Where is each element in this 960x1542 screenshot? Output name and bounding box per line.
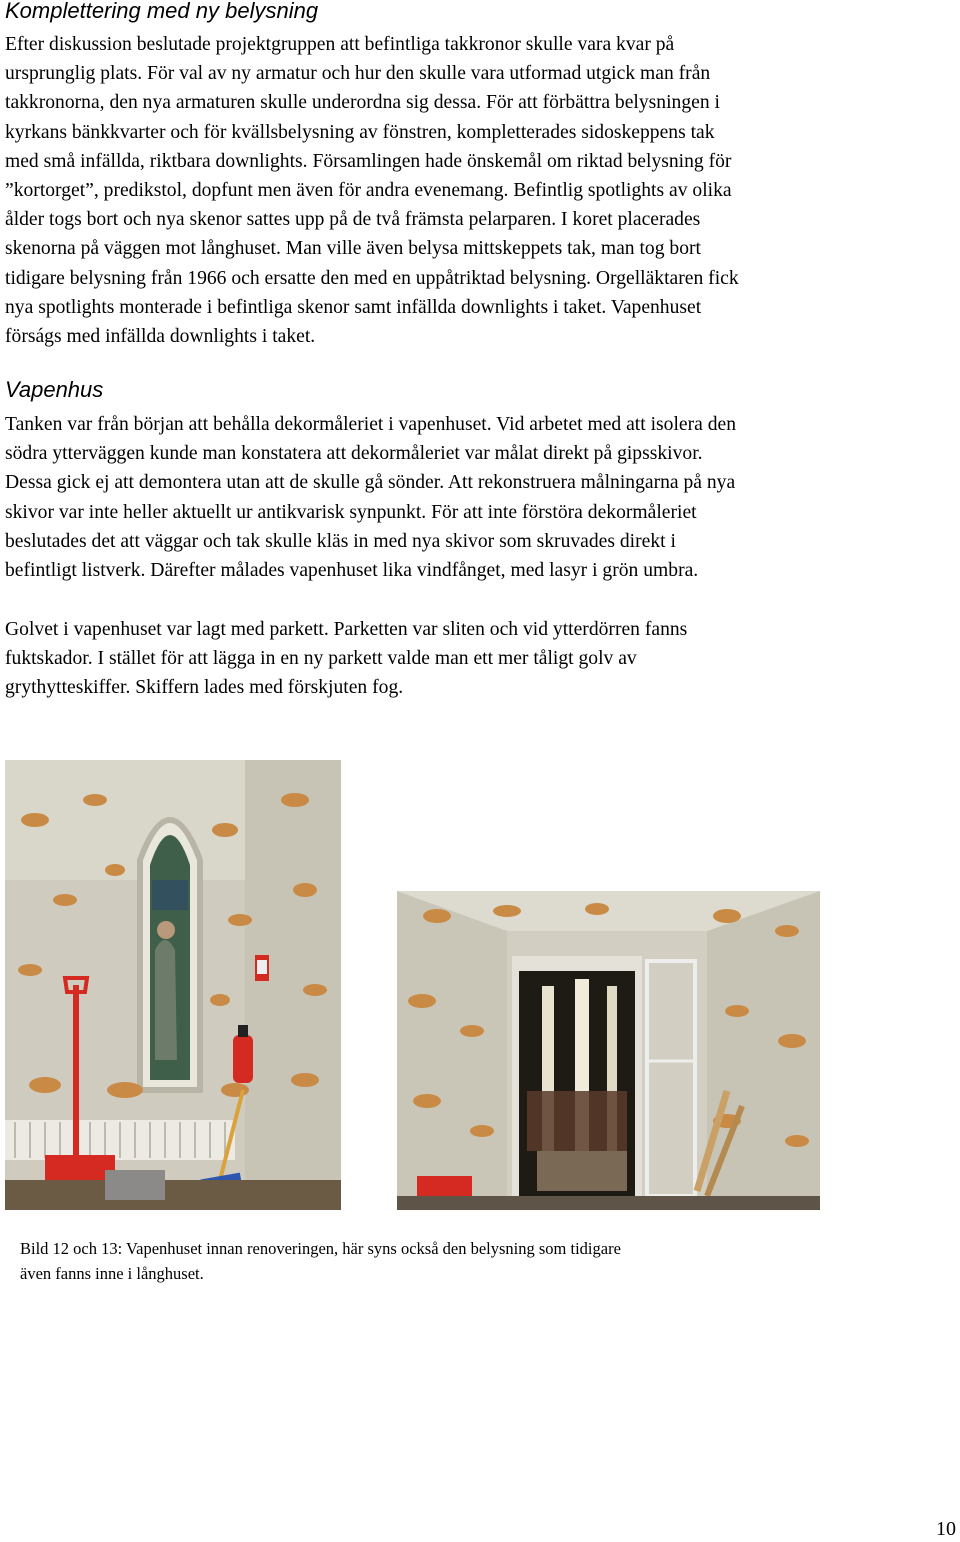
text-line: ålder togs bort och nya skenor sattes upp på de två främsta pelarparen. I koret placerades [5,209,701,231]
paragraph-lighting [5,30,957,351]
text-line: ”kortorget”, predikstol, dopfunt men även för andra evenemang. Befintlig spotlights av olika [5,180,732,202]
paragraph-vapenhus-2 [5,615,957,703]
text-line: Golvet i vapenhuset var lagt med parkett. Parketten var sliten och vid ytterdörren fanns [5,619,688,640]
text-line: kyrkans bänkkvarter och för kvällsbelysning av fönstren, kompletterades sidoskeppens tak [5,121,715,143]
text-line: Efter diskussion beslutade projektgruppen att befintliga takkronor skulle vara kvar på [5,34,675,55]
text-line: skenorna på väggen mot långhuset. Man ville även belysa mittskeppets tak, man tog bort [5,238,701,260]
text-line: tidigare belysning från 1966 och ersatte den med en uppåtriktad belysning. Orgelläktaren fick [5,267,739,289]
text-line: fuktskador. I stället för att lägga in en ny parkett valde man ett mer tåligt golv av [5,648,637,670]
photo-porch-doorway [397,891,820,1210]
text-line: södra ytterväggen kunde man konstatera att dekormåleriet var målat direkt på gipsskivor. [5,443,703,465]
caption-line: Bild 12 och 13: Vapenhuset innan renoveringen, här syns också den belysning som tidigare [20,1239,621,1258]
figure-caption [20,1236,820,1286]
text-line: förságs med infällda downlights i taket. [5,326,316,348]
text-line: nya spotlights monterade i befintliga skenor samt infällda downlights i taket. Vapenhuset [5,296,702,318]
photo-porch-window-image [5,760,341,1210]
text-line: befintligt listverk. Därefter målades vapenhuset lika vindfånget, med lasyr i grön umbra. [5,560,699,582]
paragraph-vapenhus-1 [5,410,957,585]
section-heading-lighting: Komplettering med ny belysning [5,0,319,23]
caption-line: även fanns inne i långhuset. [20,1264,204,1283]
text-line: beslutades det att väggar och tak skulle kläs in med nya skivor som skruvades direkt i [5,530,676,552]
text-line: skivor var inte heller aktuellt ur antikvarisk synpunkt. För att inte förstöra dekormåleriet [5,501,697,523]
photo-porch-doorway-image [397,891,820,1210]
text-line: Dessa gick ej att demontera utan att de skulle gå sönder. Att rekonstruera målningarna på nya [5,472,736,494]
section-heading-vapenhus: Vapenhus [5,377,104,402]
text-line: takkronorna, den nya armaturen skulle underordna sig dessa. För att förbättra belysningen i [5,92,720,114]
text-line: med små infällda, riktbara downlights. Församlingen hade önskemål om riktad belysning för [5,150,732,172]
page-number: 10 [936,1518,956,1540]
photo-porch-window [5,760,341,1210]
text-line: grythytteskiffer. Skiffern lades med förskjuten fog. [5,677,404,699]
text-line: ursprunglig plats. För val av ny armatur och hur den skulle vara utformad utgick man från [5,63,711,85]
text-line: Tanken var från början att behålla dekormåleriet i vapenhuset. Vid arbetet med att isolera den [5,414,737,435]
